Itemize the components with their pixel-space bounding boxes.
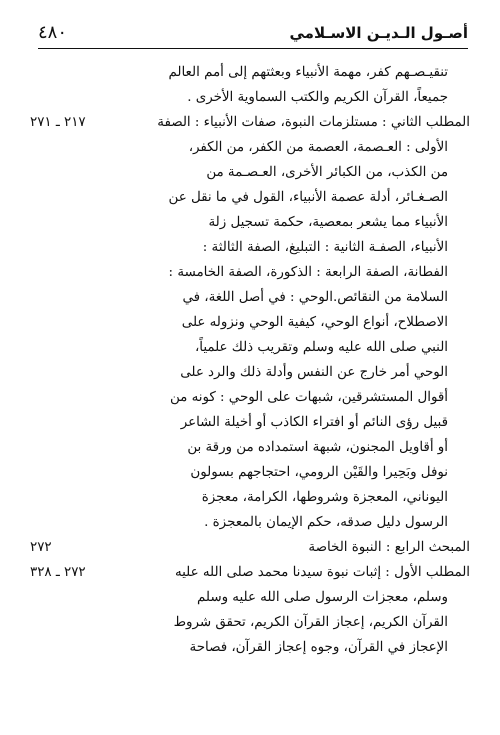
entry-text: الفطانة، الصفة الرابعة : الذكورة، الصفة الخامسة : [168, 265, 448, 280]
index-line [30, 260, 470, 285]
entry-text: الوحي أمر خارج عن النفس وأدلة ذلك والرد على [180, 365, 448, 380]
index-line [30, 610, 470, 635]
index-line [30, 210, 470, 235]
page-range: ٢٧٢ [30, 540, 52, 555]
index-line [30, 85, 470, 110]
entry-text: نوفل وبَحِيرا والقَيْن الرومي، احتجاجهم بسولون [190, 465, 448, 480]
entry-text: الرسول دليل صدقه، حكم الإيمان بالمعجزة . [204, 515, 448, 530]
index-line [30, 335, 470, 360]
index-line [30, 110, 470, 135]
entry-text: من الكذب، من الكبائر الأخرى، العـصـمة من [206, 165, 448, 180]
entry-text: المطلب الثاني : مستلزمات النبوة، صفات الأنبياء : الصفة [157, 115, 470, 130]
entry-text: الأنبياء، الصفـة الثانية : التبليغ، الصفة الثالثة : [202, 240, 448, 255]
page-range: ٢٧٢ ـ ٣٢٨ [30, 565, 86, 580]
page-range: ٢١٧ ـ ٢٧١ [30, 115, 86, 130]
index-line [30, 160, 470, 185]
entry-text: الإعجاز في القرآن، وجوه إعجاز القرآن، فصاحة [189, 640, 448, 655]
index-line [30, 535, 470, 560]
index-line [30, 485, 470, 510]
index-line [30, 360, 470, 385]
index-line [30, 60, 470, 85]
index-line [30, 385, 470, 410]
entry-text: المبحث الرابع : النبوة الخاصة [308, 540, 470, 555]
entry-text: اليوناني، المعجزة وشروطها، الكرامة، معجزة [201, 490, 448, 505]
entry-text: الأنبياء مما يشعر بمعصية، حكمة تسجيل زلة [208, 215, 448, 230]
index-line [30, 310, 470, 335]
index-line [30, 410, 470, 435]
entry-text: وسلم، معجزات الرسول صلى الله عليه وسلم [197, 590, 448, 605]
entry-text: النبي صلى الله عليه وسلم وتقريب ذلك علمياً، [194, 340, 448, 355]
index-line [30, 185, 470, 210]
entry-text: السلامة من النقائص.الوحي : في أصل اللغة، في [182, 290, 448, 305]
entry-text: الاصطلاح، أنواع الوحي، كيفية الوحي ونزوله على [181, 315, 448, 330]
entry-text: تنقيـصـهم كفر، مهمة الأنبياء وبعثتهم إلى أمم العالم [168, 65, 448, 80]
page-number: ٤٨٠ [38, 22, 68, 43]
entry-text: قبيل رؤى النائم أو افتراء الكاذب أو أخيلة الشاعر [180, 415, 448, 430]
index-line [30, 585, 470, 610]
entry-text: أو أقاويل المجنون، شبهة استمداده من ورقة بن [187, 440, 448, 455]
index-line [30, 435, 470, 460]
index-line [30, 235, 470, 260]
index-line [30, 135, 470, 160]
index-entries [30, 60, 470, 660]
entry-text: الأولى : العـصمة، العصمة من الكفر، من الكفر، [188, 140, 448, 155]
entry-text: المطلب الأول : إثبات نبوة سيدنا محمد صلى الله عليه [174, 565, 470, 580]
entry-text: جميعاً، القرآن الكريم والكتب السماوية الأخرى . [187, 90, 448, 105]
index-line [30, 460, 470, 485]
index-line [30, 510, 470, 535]
index-line [30, 560, 470, 585]
index-line [30, 635, 470, 660]
entry-text: الصـغـائر، أدلة عصمة الأنبياء، القول في ما نقل عن [168, 190, 448, 205]
running-title: أصـول الـديـن الاسـلامي [289, 24, 468, 42]
index-line [30, 285, 470, 310]
entry-text: أقوال المستشرقين، شبهات على الوحي : كونه من [169, 390, 448, 405]
entry-text: القرآن الكريم، إعجاز القرآن الكريم، تحقق شروط [173, 615, 448, 630]
page-header [38, 22, 468, 49]
